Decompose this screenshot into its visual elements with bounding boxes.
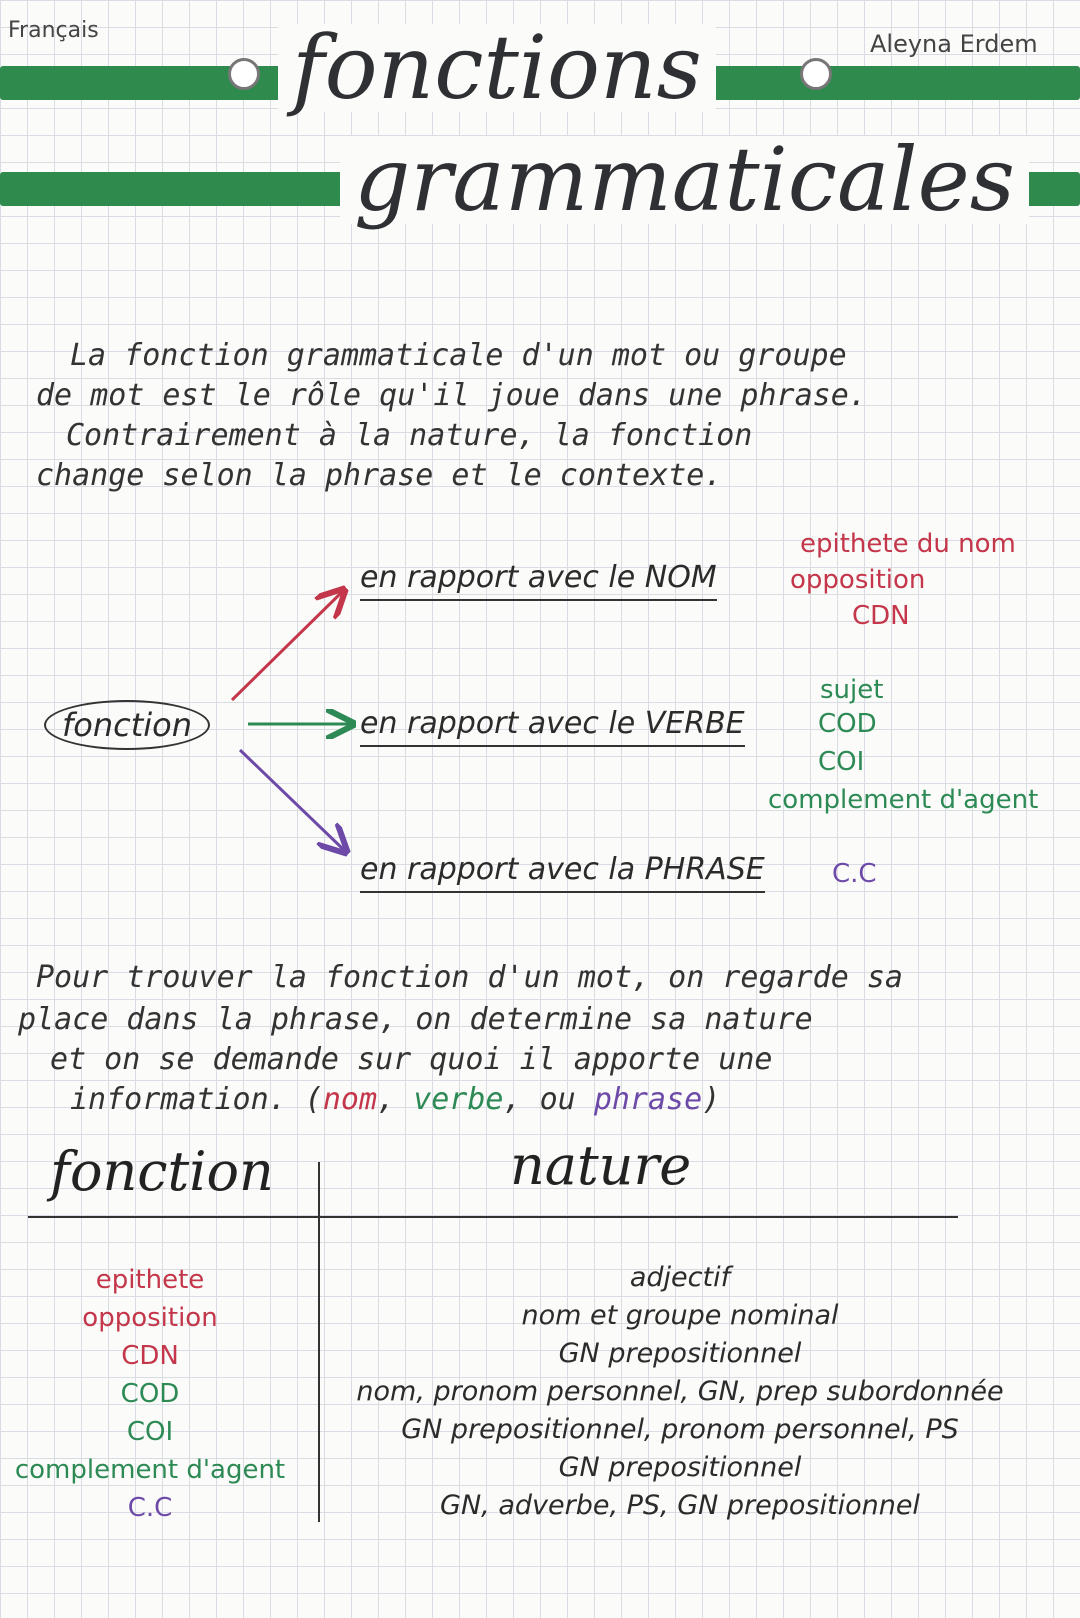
method-line-4-start: information. (: [70, 1082, 323, 1117]
arrow-to-phrase: [240, 750, 344, 850]
table-header-nature: nature: [510, 1134, 692, 1197]
table-row-nature: nom, pronom personnel, GN, prep subordonnée: [356, 1376, 1004, 1407]
nom-function-cdn: CDN: [852, 601, 910, 631]
author-name: Aleyna Erdem: [870, 30, 1038, 58]
table-row-nature: GN prepositionnel: [558, 1338, 802, 1369]
table-row-fonction: epithete: [95, 1265, 205, 1295]
method-line-4: [70, 1080, 720, 1120]
title-line-1: fonctions: [278, 24, 716, 112]
verbe-function-agent: complement d'agent: [768, 785, 1039, 815]
method-sep-2: , ou: [503, 1082, 594, 1117]
intro-line-1: La fonction grammaticale d'un mot ou groupe: [70, 338, 847, 373]
intro-line-3: Contrairement à la nature, la fonction: [66, 418, 753, 453]
method-phrase: phrase: [593, 1082, 703, 1117]
method-line-1: Pour trouver la fonction d'un mot, on regarde sa: [36, 960, 903, 995]
subject-label: Français: [8, 18, 99, 43]
table-row-nature: nom et groupe nominal: [521, 1300, 839, 1331]
table-row-nature: GN, adverbe, PS, GN prepositionnel: [440, 1490, 920, 1521]
table-horizontal-rule: [28, 1216, 958, 1218]
branch-verbe-label: en rapport avec le VERBE: [360, 706, 745, 747]
verbe-function-coi: COI: [818, 747, 865, 777]
intro-line-2: de mot est le rôle qu'il joue dans une phrase.: [36, 378, 867, 413]
table-row-fonction: opposition: [82, 1303, 218, 1333]
title-line-2: grammaticales: [340, 136, 1029, 224]
method-line-4-end: ): [702, 1082, 721, 1117]
verbe-function-sujet: sujet: [820, 675, 884, 705]
table-row-fonction: complement d'agent: [14, 1455, 286, 1485]
diagram-center-label: fonction: [62, 706, 193, 744]
method-line-3: et on se demande sur quoi il apporte une: [50, 1042, 773, 1077]
method-line-2: place dans la phrase, on determine sa nature: [18, 1002, 813, 1037]
table-row-fonction: C.C: [127, 1493, 173, 1523]
binder-hole-right: [800, 58, 832, 90]
nom-function-epithete: epithete du nom: [800, 529, 1016, 559]
table-row-nature: GN prepositionnel, pronom personnel, PS: [401, 1414, 959, 1445]
intro-line-4: change selon la phrase et le contexte.: [36, 458, 723, 493]
method-verbe: verbe: [413, 1082, 504, 1117]
method-nom: nom: [322, 1082, 378, 1117]
table-row-fonction: COI: [126, 1417, 174, 1447]
table-row-fonction: CDN: [121, 1341, 179, 1371]
branch-phrase-label: en rapport avec la PHRASE: [360, 852, 765, 893]
table-vertical-rule: [318, 1162, 320, 1522]
binder-hole-left: [228, 58, 260, 90]
table-header-fonction: fonction: [50, 1140, 274, 1203]
method-sep-1: ,: [377, 1082, 414, 1117]
table-row-nature: adjectif: [629, 1262, 731, 1293]
nom-function-opposition: opposition: [790, 565, 926, 595]
table-row-nature: GN prepositionnel: [558, 1452, 802, 1483]
diagram-arrows: [0, 560, 1080, 960]
arrow-to-nom: [232, 592, 342, 700]
verbe-function-cod: COD: [818, 709, 877, 739]
phrase-function-cc: C.C: [832, 859, 877, 889]
table-row-fonction: COD: [120, 1379, 180, 1409]
branch-nom-label: en rapport avec le NOM: [360, 560, 717, 601]
diagram-center: [44, 700, 210, 750]
